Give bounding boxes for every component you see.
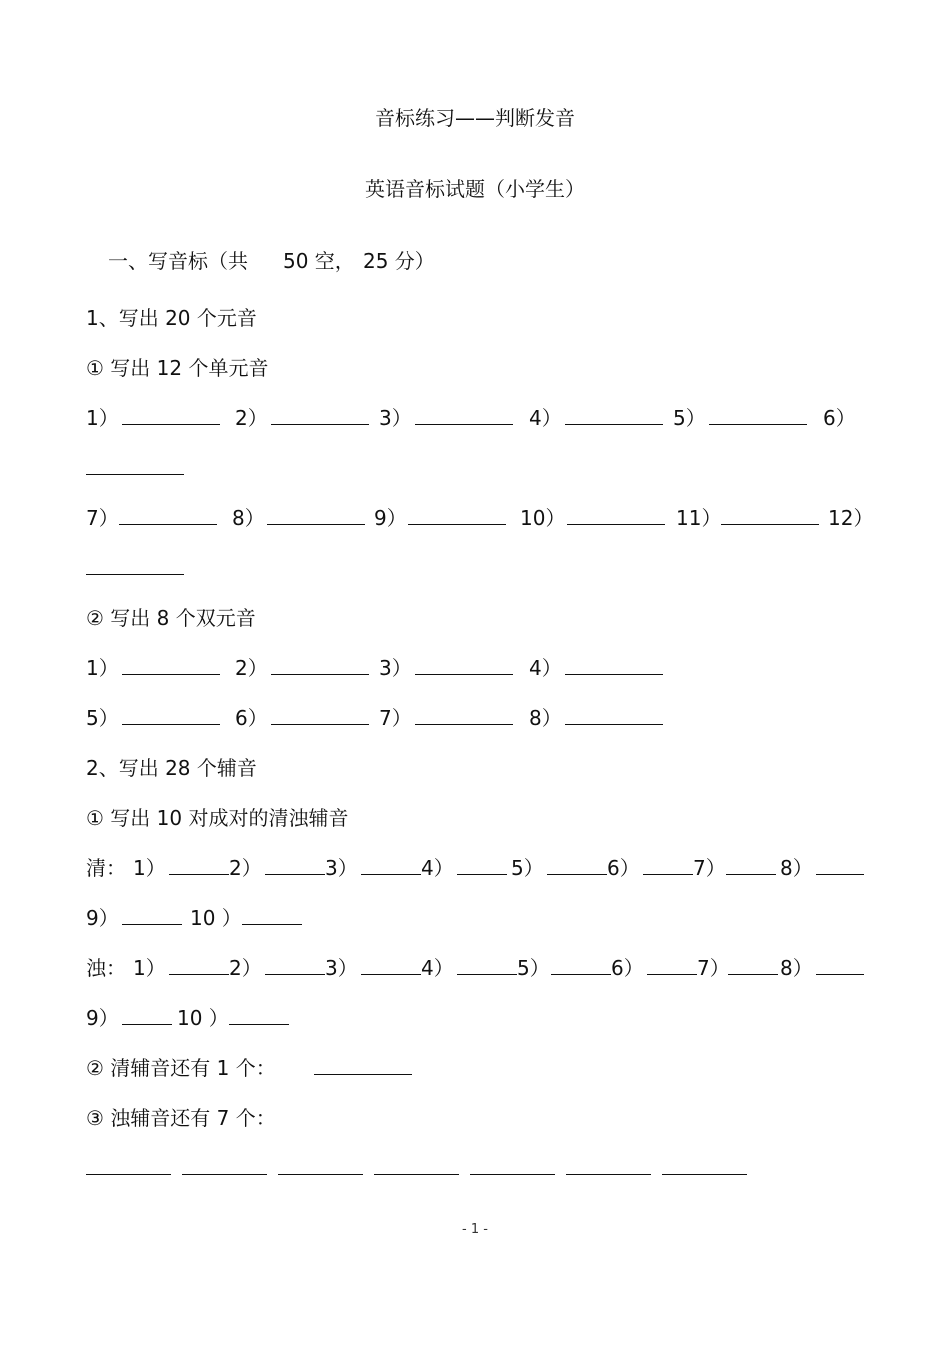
answer-blank[interactable] — [457, 953, 517, 975]
blank-label: 7） — [693, 856, 726, 880]
blank-label: 4） — [421, 856, 454, 880]
blank-label: 5） — [517, 956, 550, 980]
answer-blank[interactable] — [470, 1153, 555, 1175]
answer-blank[interactable] — [265, 853, 325, 875]
q1-row1-cont — [86, 453, 880, 483]
zhuo-row — [86, 953, 880, 983]
answer-blank[interactable] — [662, 1153, 747, 1175]
answer-blank[interactable] — [565, 653, 663, 675]
blank-label: 8） — [780, 856, 813, 880]
answer-blank[interactable] — [816, 853, 864, 875]
answer-blank[interactable] — [415, 653, 513, 675]
answer-blank[interactable] — [374, 1153, 459, 1175]
answer-blank[interactable] — [408, 503, 506, 525]
page-number: - 1 - — [462, 1222, 488, 1237]
qing-row-cont — [86, 903, 880, 933]
answer-blank[interactable] — [169, 853, 229, 875]
blank-label: 2） — [229, 856, 262, 880]
answer-blank[interactable] — [361, 953, 421, 975]
answer-blank[interactable] — [816, 953, 864, 975]
answer-blank[interactable] — [647, 953, 697, 975]
answer-blank[interactable] — [415, 403, 513, 425]
q2-sub3: ③ 浊辅音还有 7 个： — [86, 1106, 276, 1130]
answer-blank[interactable] — [86, 553, 184, 575]
blank-label: 2） — [235, 406, 268, 430]
answer-blank[interactable] — [122, 703, 220, 725]
blank-label: 7） — [379, 706, 412, 730]
q1-row3 — [86, 653, 880, 683]
answer-blank[interactable] — [86, 453, 184, 475]
blank-label: 10） — [520, 506, 566, 530]
blank-label: 7） — [86, 506, 119, 530]
q1-row1 — [86, 403, 880, 433]
blank-label: 5） — [511, 856, 544, 880]
section-heading — [86, 246, 880, 276]
blank-label: 12） — [828, 506, 874, 530]
answer-blank[interactable] — [314, 1053, 412, 1075]
answer-blank[interactable] — [265, 953, 325, 975]
blank-label: 1） — [133, 956, 166, 980]
blank-label: 10 ） — [177, 1006, 229, 1030]
q2-sub1: ① 写出 10 对成对的清浊辅音 — [86, 806, 349, 830]
answer-blank[interactable] — [278, 1153, 363, 1175]
answer-blank[interactable] — [122, 403, 220, 425]
q2-sub2-row — [86, 1053, 880, 1083]
answer-blank[interactable] — [182, 1153, 267, 1175]
answer-blank[interactable] — [229, 1003, 289, 1025]
answer-blank[interactable] — [122, 653, 220, 675]
answer-blank[interactable] — [242, 903, 302, 925]
qing-row — [86, 853, 880, 883]
blank-label: 9） — [86, 906, 119, 930]
answer-blank[interactable] — [721, 503, 819, 525]
section-score: 25 分） — [363, 249, 435, 273]
q1-row4 — [86, 703, 880, 733]
answer-blank[interactable] — [169, 953, 229, 975]
answer-blank[interactable] — [271, 703, 369, 725]
page-subtitle: 英语音标试题（小学生） — [365, 177, 585, 201]
q1-sub1: ① 写出 12 个单元音 — [86, 356, 269, 380]
q2-sub3-blanks — [86, 1153, 880, 1183]
answer-blank[interactable] — [267, 503, 365, 525]
answer-blank[interactable] — [709, 403, 807, 425]
blank-label: 2） — [235, 656, 268, 680]
blank-label: 6） — [235, 706, 268, 730]
page-title: 音标练习——判断发音 — [375, 106, 575, 130]
blank-label: 8） — [780, 956, 813, 980]
blank-label: 4） — [529, 406, 562, 430]
answer-blank[interactable] — [361, 853, 421, 875]
answer-blank[interactable] — [643, 853, 693, 875]
blank-label: 1） — [86, 406, 119, 430]
blank-label: 3） — [379, 656, 412, 680]
blank-label: 8） — [529, 706, 562, 730]
blank-label: 3） — [325, 956, 358, 980]
blank-label: 7） — [697, 956, 730, 980]
zhuo-label: 浊： — [86, 956, 126, 980]
answer-blank[interactable] — [119, 503, 217, 525]
blank-label: 6） — [611, 956, 644, 980]
blank-label: 8） — [232, 506, 265, 530]
q1-sub2: ② 写出 8 个双元音 — [86, 606, 256, 630]
q2-sub2: ② 清辅音还有 1 个： — [86, 1056, 276, 1080]
answer-blank[interactable] — [271, 653, 369, 675]
blank-label: 1） — [133, 856, 166, 880]
answer-blank[interactable] — [565, 403, 663, 425]
q1-row2 — [86, 503, 880, 533]
answer-blank[interactable] — [457, 853, 507, 875]
answer-blank[interactable] — [565, 703, 663, 725]
blank-label: 9） — [86, 1006, 119, 1030]
q2-heading: 2、写出 28 个辅音 — [86, 756, 257, 780]
zhuo-row-cont — [86, 1003, 880, 1033]
section-label: 一、写音标（共 — [108, 249, 248, 273]
answer-blank[interactable] — [122, 1003, 172, 1025]
answer-blank[interactable] — [86, 1153, 171, 1175]
blank-label: 6） — [823, 406, 856, 430]
answer-blank[interactable] — [415, 703, 513, 725]
answer-blank[interactable] — [547, 853, 607, 875]
blank-label: 3） — [325, 856, 358, 880]
answer-blank[interactable] — [566, 1153, 651, 1175]
blank-label: 1） — [86, 656, 119, 680]
answer-blank[interactable] — [122, 903, 182, 925]
answer-blank[interactable] — [271, 403, 369, 425]
blank-label: 4） — [529, 656, 562, 680]
q1-row2-cont — [86, 553, 880, 583]
blank-label: 5） — [673, 406, 706, 430]
blank-label: 5） — [86, 706, 119, 730]
q1-heading: 1、写出 20 个元音 — [86, 306, 257, 330]
blank-label: 6） — [607, 856, 640, 880]
answer-blank[interactable] — [551, 953, 611, 975]
answer-blank[interactable] — [567, 503, 665, 525]
blank-label: 2） — [229, 956, 262, 980]
blank-label: 4） — [421, 956, 454, 980]
answer-blank[interactable] — [728, 953, 778, 975]
qing-label: 清： — [86, 856, 126, 880]
blank-label: 10 ） — [190, 906, 242, 930]
answer-blank[interactable] — [726, 853, 776, 875]
blank-label: 3） — [379, 406, 412, 430]
blank-label: 11） — [676, 506, 722, 530]
blank-label: 9） — [374, 506, 407, 530]
section-count: 50 空， — [283, 249, 355, 273]
